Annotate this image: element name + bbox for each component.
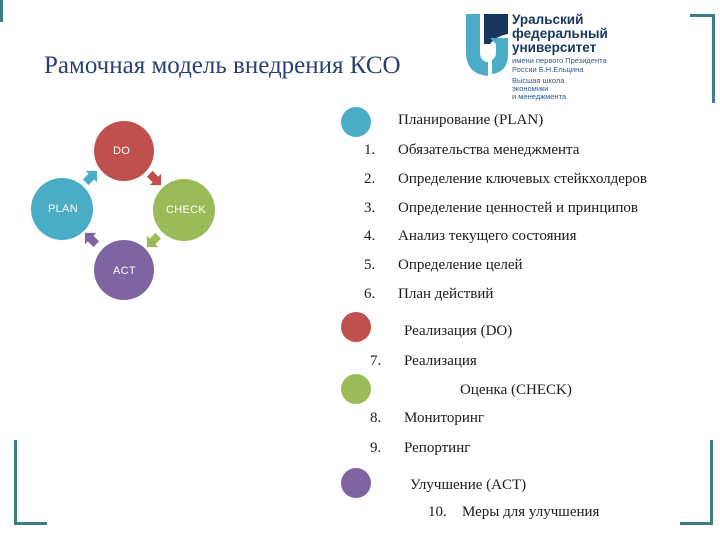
act-label: ACT: [113, 265, 136, 277]
page-title: Рамочная модель внедрения КСО: [44, 52, 401, 79]
plan-item-number: 2.: [364, 171, 376, 187]
plan-section-heading: Планирование (PLAN): [398, 112, 544, 128]
plan-item-text: Определение целей: [398, 257, 523, 273]
plan-item-text: Обязательства менеджмента: [398, 142, 580, 158]
check-item-text: Мониторинг: [404, 410, 485, 426]
arrow-plan-to-do: [80, 165, 103, 188]
act-item-number: 10.: [428, 504, 447, 520]
act-section-dot: [341, 468, 371, 498]
do-section-heading: Реализация (DO): [404, 323, 513, 339]
frame-corner-bottom-right: [680, 440, 713, 525]
do-item-number: 7.: [370, 353, 382, 369]
university-subtitle: [512, 56, 607, 74]
plan-item-text: Анализ текущего состояния: [398, 228, 577, 244]
plan-item-number: 6.: [364, 286, 376, 302]
do-item-text: Реализация: [404, 353, 477, 369]
university-name: [512, 13, 608, 55]
frame-corner-bottom-left: [14, 440, 47, 525]
check-item-text: Репортинг: [404, 440, 471, 456]
plan-item-text: Определение ценностей и принципов: [398, 200, 638, 216]
plan-section-dot: [341, 107, 371, 137]
frame-corner-top-right: [690, 14, 715, 103]
logo-sub-line: России Б.Н.Ельцина: [512, 65, 584, 74]
logo-name-line: университет: [512, 40, 597, 55]
do-section-dot: [341, 312, 371, 342]
logo-sub-line: имени первого Президента: [512, 56, 607, 65]
logo-school-line: экономики: [512, 84, 549, 93]
do-label: DO: [113, 145, 131, 157]
plan-item-text: План действий: [398, 286, 494, 302]
logo-school-line: и менеджмента: [512, 92, 567, 101]
act-section-heading: Улучшение (ACT): [410, 477, 527, 493]
school-name: [512, 77, 566, 101]
check-item-number: 9.: [370, 440, 382, 456]
logo-name-line: федеральный: [512, 26, 608, 41]
check-item-number: 8.: [370, 410, 382, 426]
frame-corner-top-left: [0, 0, 27, 22]
logo-school-line: Высшая школа: [512, 76, 565, 85]
logo-name-line: Уральский: [512, 12, 584, 27]
check-label: CHECK: [166, 204, 207, 216]
university-logo-emblem: [466, 14, 508, 76]
check-section-dot: [341, 374, 371, 404]
plan-item-text: Определение ключевых стейкхолдеров: [398, 171, 648, 187]
plan-item-number: 4.: [364, 228, 376, 244]
plan-item-number: 1.: [364, 142, 376, 158]
plan-item-number: 3.: [364, 200, 376, 216]
act-item-text: Меры для улучшения: [462, 504, 600, 520]
plan-label: PLAN: [48, 203, 78, 215]
check-section-heading: Оценка (CHECK): [460, 382, 572, 398]
plan-item-number: 5.: [364, 257, 376, 273]
